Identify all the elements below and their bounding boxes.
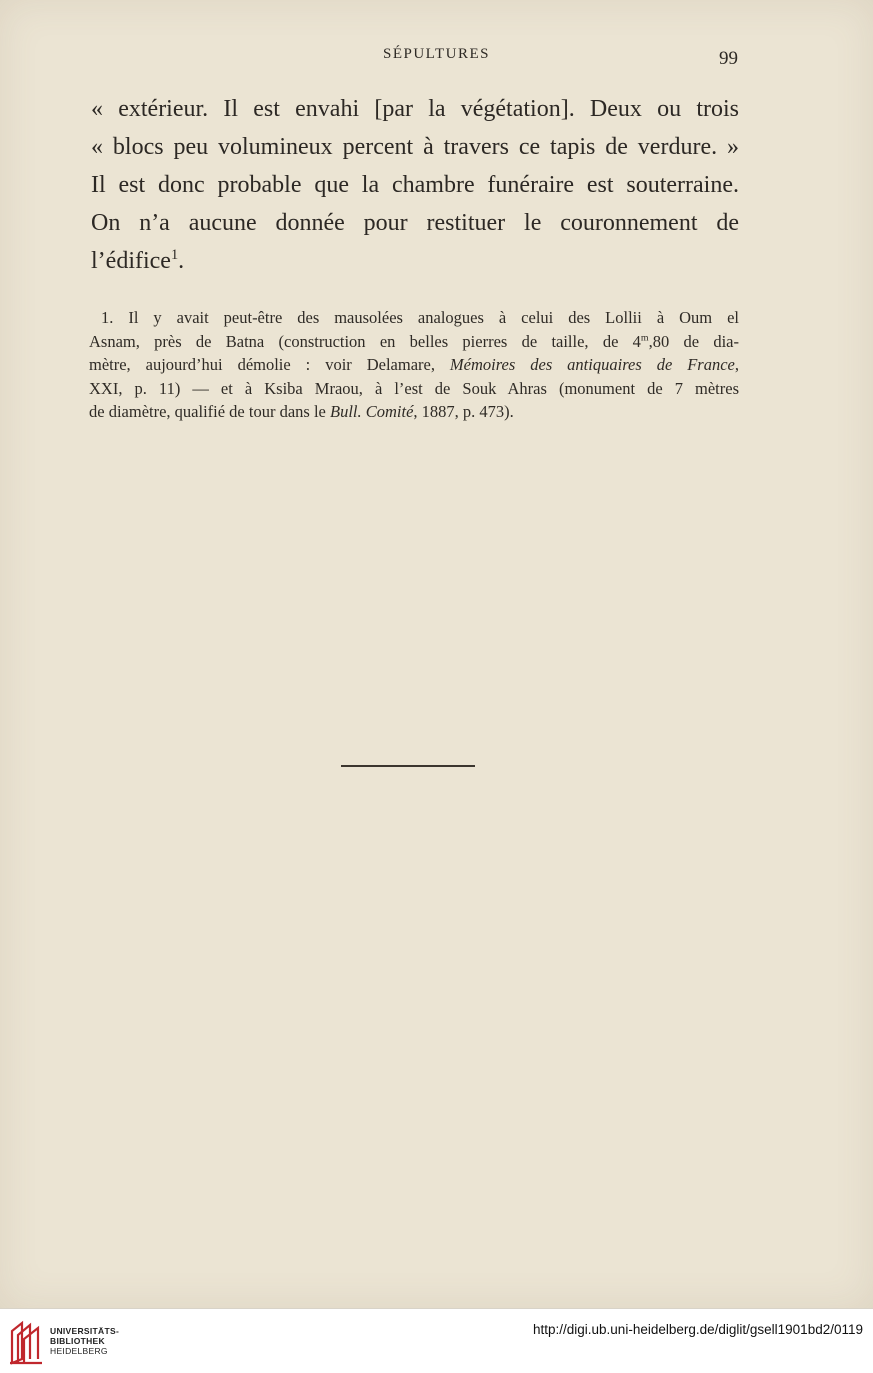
footnote-line xyxy=(89,330,739,354)
footnote-line: XXI, p. 11) — et à Ksiba Mraou, à l’est de Souk Ahras (monument de 7 mètres xyxy=(89,378,739,398)
institution-line: BIBLIOTHEK xyxy=(50,1336,105,1346)
permalink-url[interactable]: http://digi.ub.uni-heidelberg.de/diglit/gsell1901bd2/0119 xyxy=(533,1322,863,1337)
body-line-last xyxy=(91,242,739,280)
body-line: Il est donc probable que la chambre funéraire est souterraine. xyxy=(91,172,739,198)
page-number: 99 xyxy=(719,48,738,69)
section-end-rule xyxy=(341,765,475,767)
digitization-footer xyxy=(0,1308,873,1373)
running-head xyxy=(0,46,873,68)
footnote-text: Asnam, près de Batna (construction en belles pierres de taille, de 4 xyxy=(89,331,641,351)
footnote-text: , 1887, p. 473). xyxy=(413,402,514,421)
body-text xyxy=(91,90,739,280)
footnote-italic-title: Bull. Comité xyxy=(330,402,414,421)
university-library-logo-icon[interactable] xyxy=(8,1319,44,1365)
footnote-text: mètre, aujourd’hui démolie : voir Delamare, xyxy=(89,355,450,374)
body-line: « blocs peu volumineux percent à travers ce tapis de verdure. » xyxy=(91,134,739,160)
footnote-superscript: m xyxy=(640,332,649,343)
running-title: SÉPULTURES xyxy=(383,46,490,62)
footnote-text: ,80 de dia- xyxy=(648,331,740,351)
body-line: « extérieur. Il est envahi [par la végétation]. Deux ou trois xyxy=(91,96,739,122)
footnote-line xyxy=(89,353,739,377)
institution-line: HEIDELBERG xyxy=(50,1346,108,1356)
footnote-line xyxy=(89,400,739,424)
footnote xyxy=(89,306,739,424)
institution-line: UNIVERSITÄTS- xyxy=(50,1326,120,1336)
footnote-italic-title: Mémoires des antiquaires de France xyxy=(449,355,735,374)
footnote-text: de diamètre, qualifié de tour dans le xyxy=(89,402,330,421)
body-line-punct: . xyxy=(178,248,185,274)
body-line-text: l’édifice xyxy=(91,248,171,274)
footnote-reference: 1 xyxy=(170,247,179,263)
body-line: On n’a aucune donnée pour restituer le couronnement de xyxy=(91,210,739,236)
footnote-line: 1. Il y avait peut-être des mausolées analogues à celui des Lollii à Oum el xyxy=(101,308,739,327)
footnote-text: , xyxy=(734,355,739,374)
institution-name xyxy=(50,1326,119,1356)
